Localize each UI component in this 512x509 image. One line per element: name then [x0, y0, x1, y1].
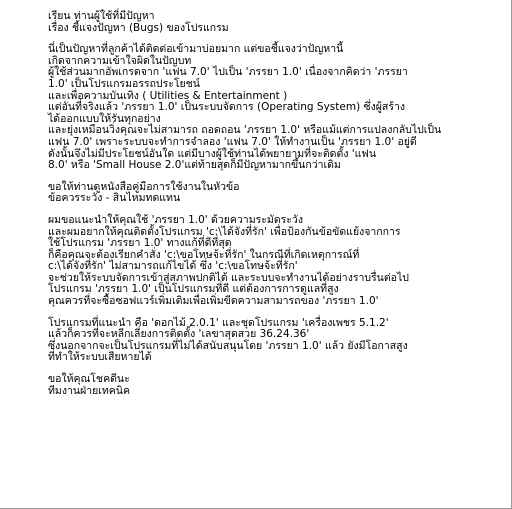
- paragraph-line: และยุ่งเหมือนวิ่งคุณจะไม่สามารถ ถอดถอน 'ภรรยา 1.0' หรือแม้แต่การแปลงกลับไปเป็น: [48, 124, 442, 137]
- paragraph-problem-explanation: [48, 44, 503, 172]
- letter-body: [48, 11, 503, 407]
- letter-closing: [48, 374, 503, 397]
- signature-line: ทีมงานฝ่ายเทคนิค: [48, 384, 130, 397]
- paragraph-line: ผู้ใช้ส่วนมากอัพเกรดจาก 'แฟน 7.0' ไปเป็น 'ภรรยา 1.0' เนื่องจากคิดว่า 'ภรรยา: [48, 66, 408, 79]
- paragraph-line: ที่ทำให้ระบบเสียหายได้: [48, 351, 152, 364]
- paragraph-line: 8.0' หรือ 'Small House 2.0'แต่ท้ายสุดก็มีปัญหามากขึ้นกว่าเดิม: [48, 159, 341, 172]
- paragraph-line: ใช้โปรแกรม 'ภรรยา 1.0' ทางแก้ที่ดีที่สุด: [48, 237, 232, 250]
- paragraph-recommendation: [48, 215, 503, 308]
- paragraph-line: คุณควรที่จะซื้อซอฟแวร์เพิ่มเติมเพื่อเพิ่มขีดความสามารถของ 'ภรรยา 1.0': [48, 295, 379, 308]
- paragraph-line: โปรแกรม 'ภรรยา 1.0' เป็นโปรแกรมที่ดี แต่ต้องการการดูแลที่สูง: [48, 283, 339, 296]
- paragraph-manual-reference: [48, 182, 503, 205]
- paragraph-line: ผมขอแนะนำให้คุณใช้ 'ภรรยา 1.0' ด้วยความระมัดระวัง: [48, 213, 303, 226]
- paragraph-line: นี่เป็นปัญหาที่ลูกค้าได้ติดต่อเข้ามาบ่อยมาก แต่ขอชี้แจงว่าปัญหานี้: [48, 43, 344, 56]
- paragraph-line: ก็คือคุณจะต้องเรียกคำสั่ง 'c:\ขอโทษจ้ะที่รัก' ในกรณีที่เกิดเหตุการณ์ที่: [48, 248, 360, 261]
- closing-line: ขอให้คุณโชคดีนะ: [48, 373, 130, 386]
- paragraph-line: ขอให้ท่านดูหนังสือคู่มือการใช้งานในหัวข้อ: [48, 180, 240, 193]
- subject-line: เรื่อง ชี้แจงปัญหา (Bugs) ของโปรแกรม: [48, 21, 229, 34]
- letter-header: [48, 11, 503, 34]
- paragraph-line: ได้ออกแบบให้รันทุกอย่าง: [48, 112, 161, 125]
- paragraph-line: แล้วก็ควรที่จะหลีกเลี่ยงการติดตั้ง 'เลขาสุดสวย 36.24.36': [48, 328, 310, 341]
- paragraph-line: และผมอยากให้คุณติดตั้งโปรแกรม 'c:\ได้จังที่รัก' เพื่อป้องกันข้อขัดแย้งจากการ: [48, 225, 401, 238]
- paragraph-line: แต่อันที่จริงแล้ว 'ภรรยา 1.0' เป็นระบบจัดการ (Operating System) ซึ่งผู้สร้าง: [48, 101, 405, 114]
- paragraph-line: ซึ่งนอกจากจะเป็นโปรแกรมที่ไม่ได้สนับสนุนโดย 'ภรรยา 1.0' แล้ว ยังมีโอกาสสูง: [48, 339, 408, 352]
- paragraph-line: แฟน 7.0' เพราะระบบจะทำการจำลอง 'แฟน 7.0' ให้ทำงานเป็น 'ภรรยา 1.0' อยู่ดี: [48, 135, 417, 148]
- paragraph-line: เกิดจากความเข้าใจผิดในปัญบท: [48, 54, 192, 67]
- paragraph-line: 1.0' เป็นโปรแกรมอรรถประโยชน์: [48, 77, 200, 90]
- paragraph-line: โปรแกรมที่แนะนำ คือ 'ดอกไม้ 2.0.1' และชุดโปรแกรม 'เครื่องเพชร 5.1.2': [48, 316, 389, 329]
- paragraph-recommended-programs: [48, 318, 503, 364]
- paragraph-line: c:\ได้จังที่รัก' ไม่สามารถแก้ไขได้ ซึ่ง 'c:\ขอโทษจ้ะที่รัก': [48, 260, 298, 273]
- salutation-line: เรียน ท่านผู้ใช้ที่มีปัญหา: [48, 10, 155, 22]
- paragraph-line: จะช่วยให้ระบบจัดการเข้าสู่สภาพปกติได้ และระบบจะทำงานได้อย่างราบรื่นต่อไป: [48, 271, 409, 284]
- paragraph-line: ข้อควรระวัง - สินไหมทดแทน: [48, 192, 181, 205]
- paragraph-line: และเพื่อความบันเทิง ( Utilities & Entertainment ): [48, 89, 288, 102]
- paragraph-line: ดังนั้นจึงไม่มีประโยชน์อันใด แต่มีบางผู้ใช้ท่านได้พยายามที่จะติดตั้ง 'แฟน: [48, 147, 377, 160]
